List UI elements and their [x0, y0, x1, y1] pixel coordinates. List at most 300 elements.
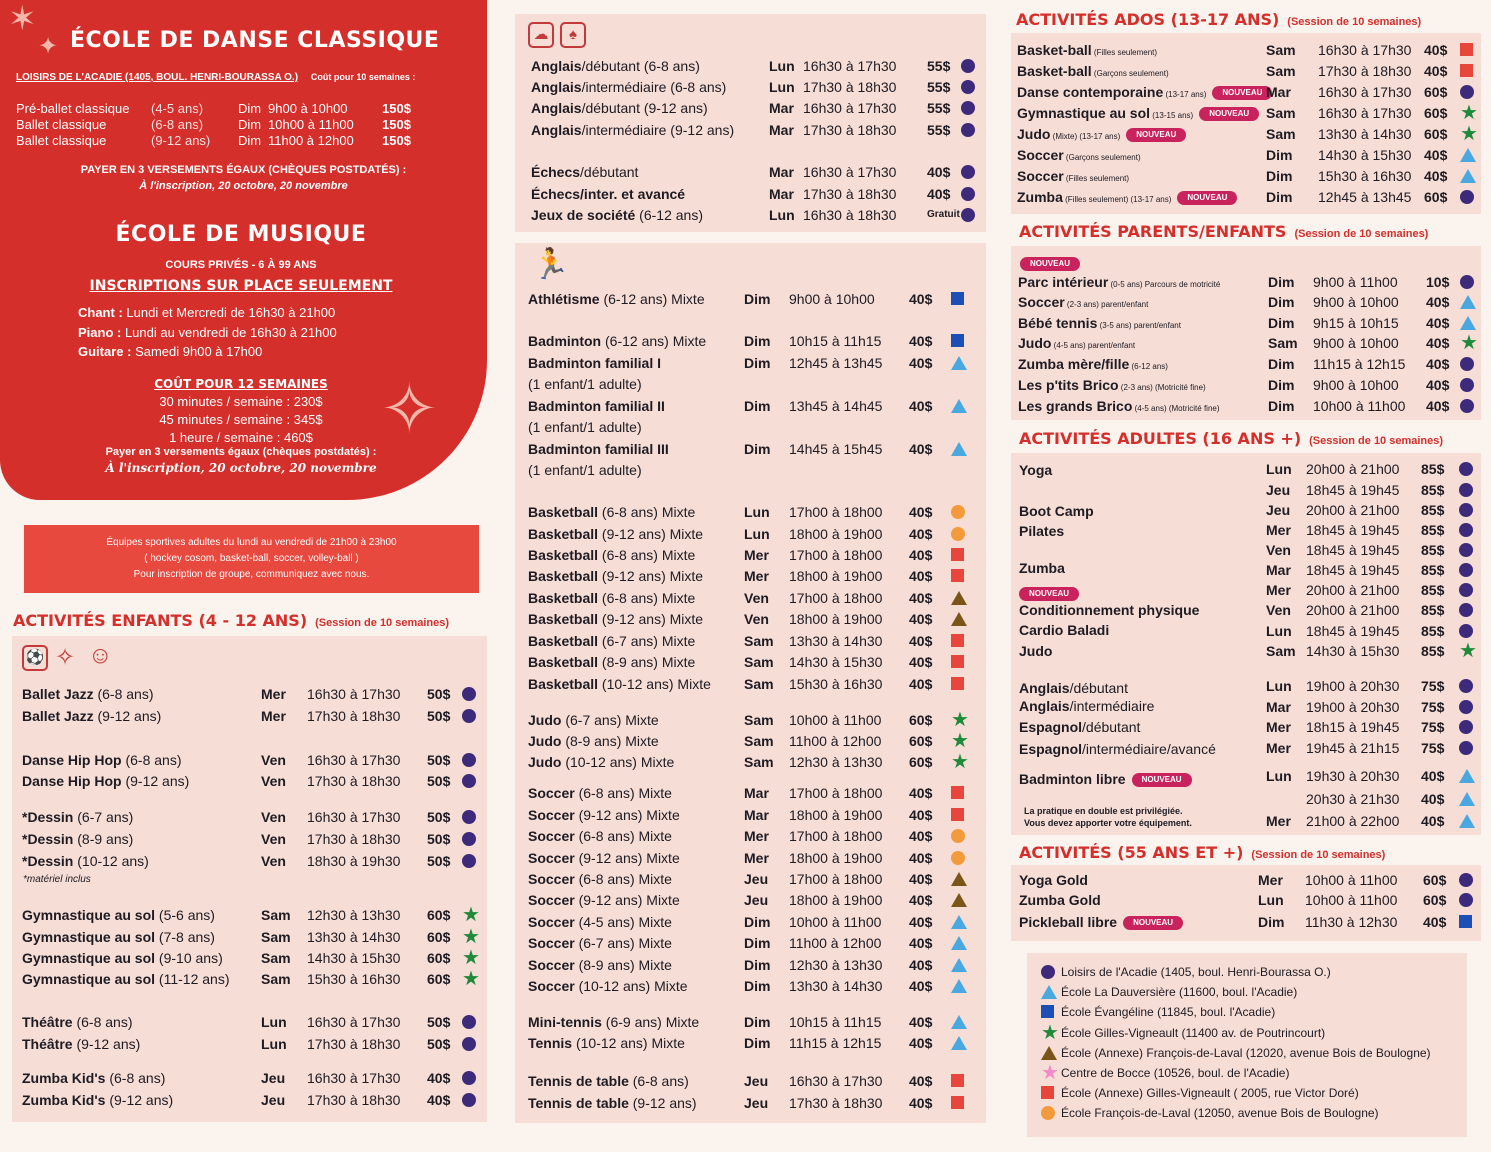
sports-row-name: [528, 752, 674, 772]
musique-line: [78, 344, 478, 364]
sports-row-title: Judo: [528, 754, 562, 770]
langues-row-name: [531, 205, 703, 225]
sparkle-icon: ✦: [38, 33, 59, 60]
langues-row-time: 16h30 à 17h30: [803, 164, 897, 180]
sports-row: [528, 783, 973, 803]
sports-row-title: Basketball: [528, 547, 599, 563]
enfants-row-age: (10-12 ans): [73, 853, 149, 869]
enfants-row-day: Ven: [261, 752, 286, 768]
adultes-name-title: Zumba: [1019, 560, 1065, 576]
adultes-slot-row: [1266, 600, 1481, 620]
langues-row-time: 17h30 à 18h30: [803, 122, 897, 138]
ados-row-time: 15h30 à 16h30: [1318, 168, 1412, 184]
sports-row-title: Basketball: [528, 611, 599, 627]
nouveau-badge: NOUVEAU: [1199, 107, 1259, 121]
sports-row: [528, 1071, 973, 1091]
langues-row-name: [531, 120, 734, 140]
adultes-slot-time: 19h00 à 20h30: [1306, 699, 1400, 715]
enfants-header: [13, 611, 449, 630]
enfants-row-day: Ven: [261, 831, 286, 847]
sports-row-time: 16h30 à 17h30: [789, 1073, 883, 1089]
location-circle-icon: [462, 1093, 476, 1107]
location-circle-icon: [961, 123, 975, 137]
ados-row-day: Sam: [1266, 105, 1296, 121]
sparkle-icon: ✶: [8, 0, 37, 38]
sports-row-age: (6-8 ans) Mixte: [574, 828, 672, 844]
sports-row-name: [528, 674, 711, 694]
sports-row-day: Dim: [744, 978, 771, 994]
sports-row-title: Judo: [528, 733, 562, 749]
sports-row-time: 12h45 à 13h45: [789, 355, 883, 371]
sports-row-title: Soccer: [528, 978, 575, 994]
danse-class-time: 10h00 à 11h00: [268, 117, 354, 132]
enfants-row: [22, 684, 477, 704]
adultes-name: [1019, 739, 1216, 759]
enfants-row-age: (6-8 ans): [121, 752, 182, 768]
sports-row-time: 13h30 à 14h30: [789, 633, 883, 649]
sports-row-age: (6-8 ans) Mixte: [598, 504, 696, 520]
location-circle-icon: [462, 774, 476, 788]
enfants-row-price: 60$: [427, 907, 451, 923]
langues-row-age: (6-8 ans): [666, 79, 727, 95]
location-red-square-icon: [951, 569, 964, 582]
runner-icon: 🏃: [532, 248, 570, 281]
location-triangle-icon: [951, 915, 967, 929]
location-circle-icon: [1459, 543, 1473, 557]
sports-row-name: [528, 826, 672, 846]
sports-row-name: [528, 731, 659, 751]
danse-class-day: Dim: [238, 101, 262, 116]
sports-row-price: 40$: [909, 547, 933, 563]
adultes-slot-day: Mer: [1266, 740, 1291, 756]
adultes-slot-day: Mar: [1266, 699, 1291, 715]
adultes-name-row: [1019, 600, 1279, 620]
adultes-name-title: Anglais: [1019, 698, 1070, 714]
location-star-icon: ★: [951, 730, 969, 752]
sports-row-title: Soccer: [528, 871, 575, 887]
sports-row-title: Tennis de table: [528, 1095, 629, 1111]
sports-row-day: Mar: [744, 807, 769, 823]
adultes-slot-time: 18h45 à 19h45: [1306, 482, 1400, 498]
adultes-slot-price: 40$: [1421, 768, 1445, 784]
adultes-slot-time: 21h00 à 22h00: [1306, 813, 1400, 829]
enfants-row-age: (9-12 ans): [72, 1036, 141, 1052]
adultes-slot-price: 85$: [1421, 582, 1445, 598]
sports-row-price: 60$: [909, 733, 933, 749]
sports-row-price: 40$: [909, 333, 933, 349]
adultes-slot-row: [1266, 480, 1481, 500]
sports-row-age: (10-12 ans) Mixte: [572, 1035, 685, 1051]
enfants-row-age: (9-12 ans): [105, 1092, 174, 1108]
adultes-slot-time: 20h00 à 21h00: [1306, 582, 1400, 598]
langues-row-title: Échecs/inter. et avancé: [531, 186, 686, 202]
langues-row-time: 16h30 à 17h30: [803, 100, 897, 116]
location-circle-icon: [1460, 275, 1474, 289]
danse-class-row: [16, 133, 436, 149]
equipes-line-1: Équipes sportives adultes du lundi au vendredi de 21h00 à 23h00: [106, 537, 397, 548]
location-triangle-icon: [1460, 148, 1476, 162]
adultes-slot-row: [1266, 560, 1481, 580]
sports-row-time: 17h00 à 18h00: [789, 504, 883, 520]
enfants-row-name: [22, 684, 154, 704]
enfants-title: ACTIVITÉS ENFANTS (4 - 12 ANS): [13, 611, 308, 630]
langues-row-title: Jeux de société: [531, 207, 636, 223]
sports-row: [528, 933, 973, 953]
location-star-icon: ★: [462, 947, 480, 969]
parents-row-name: [1018, 396, 1220, 419]
location-square-icon: [951, 334, 964, 347]
sports-row-price: 40$: [909, 914, 933, 930]
enfants-row-name: [22, 1034, 140, 1054]
enfants-row: [22, 904, 480, 926]
adultes-slot-price: 75$: [1421, 699, 1445, 715]
ados-row-name: [1017, 145, 1141, 168]
location-circle-icon: [462, 810, 476, 824]
adultes-slot-time: 20h00 à 21h00: [1306, 602, 1400, 618]
enfants-note: *matériel inclus: [23, 874, 91, 885]
enfants-row-name: [22, 771, 189, 791]
nouveau-badge: NOUVEAU: [1020, 257, 1080, 271]
sports-row-name: [528, 289, 705, 309]
ados-row-day: Dim: [1266, 147, 1293, 163]
adultes-slot-day: Mer: [1266, 719, 1291, 735]
sports-row-price: 40$: [909, 568, 933, 584]
sports-row-time: 18h00 à 19h00: [789, 850, 883, 866]
sports-row-name: [528, 783, 672, 803]
enfants-row-title: *Dessin: [22, 831, 74, 847]
adultes-slot-row: [1266, 738, 1481, 758]
sports-row-age: (6-12 ans) Mixte: [599, 291, 705, 307]
location-square-icon: [1041, 1005, 1054, 1018]
location-circle-icon: [1041, 965, 1055, 979]
adultes-slot-day: Jeu: [1266, 482, 1291, 498]
parents-row-detail: (2-3 ans) parent/enfant: [1064, 300, 1149, 309]
parents-badge: [1014, 255, 1080, 273]
sports-row-title: Badminton familial II: [528, 398, 665, 414]
enfants-row-age: (6-8 ans): [93, 686, 154, 702]
location-circle-icon: [1459, 720, 1473, 734]
sports-row-day: Mar: [744, 785, 769, 801]
ados-row-detail: (Filles seulement): [1091, 48, 1158, 57]
danse-class-price: 150$: [382, 101, 411, 116]
location-circle-icon: [1459, 741, 1473, 755]
location-circle-icon: [1459, 483, 1473, 497]
sports-row-time: 11h15 à 12h15: [789, 1035, 882, 1051]
langues-row-day: Lun: [769, 58, 795, 74]
sports-row-title: Basketball: [528, 526, 599, 542]
musique-cost: 45 minutes / semaine : 345$: [159, 412, 323, 427]
langues-row-level: /débutant: [581, 100, 640, 116]
ados-row-detail: (Garçons seulement): [1091, 69, 1169, 78]
parents-row-name: [1018, 333, 1135, 356]
sports-row-name: [528, 588, 695, 608]
sports-row: [528, 1093, 973, 1113]
enfants-row-day: Sam: [261, 907, 291, 923]
adultes-slot-day: Jeu: [1266, 502, 1291, 518]
enfants-row-age: (9-12 ans): [93, 708, 162, 724]
parents-row-day: Dim: [1268, 377, 1295, 393]
sports-row-price: 40$: [909, 526, 933, 542]
star-outline-icon: ✧: [380, 370, 439, 448]
location-circle-icon: [1460, 85, 1474, 99]
location-triangle-icon: [951, 1036, 967, 1050]
location-orange-circle-icon: [951, 829, 965, 843]
sports-row-age: (10-12 ans) Mixte: [561, 754, 675, 770]
aines-session: (Session de 10 semaines): [1251, 849, 1386, 861]
adultes-slot-price: 85$: [1421, 502, 1445, 518]
sports-row: [528, 976, 973, 996]
parents-row-detail: (4-5 ans) (Motricité fine): [1132, 404, 1220, 413]
ados-row-price: 40$: [1424, 63, 1448, 79]
location-red-square-icon: [1041, 1086, 1054, 1099]
enfants-row: [22, 829, 477, 849]
adultes-name-row: [1019, 558, 1279, 578]
sports-row-title: Basketball: [528, 504, 599, 520]
adultes-slot-row: [1266, 811, 1481, 831]
aines-row-day: Mer: [1258, 872, 1283, 888]
sports-row: [528, 588, 973, 608]
parents-row-day: Sam: [1268, 335, 1298, 351]
adultes-slot-day: Mer: [1266, 522, 1291, 538]
enfants-row: [22, 771, 477, 791]
enfants-row-day: Jeu: [261, 1070, 286, 1086]
nouveau-badge: NOUVEAU: [1212, 86, 1272, 100]
musique-inscriptions: INSCRIPTIONS SUR PLACE SEULEMENT: [89, 278, 393, 294]
sports-row-name: [528, 890, 680, 910]
langues-row-time: 17h30 à 18h30: [803, 79, 897, 95]
equipes-banner: [24, 525, 479, 593]
langues-row: [531, 77, 976, 97]
enfants-row-price: 60$: [427, 929, 451, 945]
sports-row-name: [528, 912, 672, 932]
sports-row-age: (6-8 ans) Mixte: [574, 871, 672, 887]
musique-line-text: Samedi 9h00 à 17h00: [131, 344, 263, 359]
enfants-row-time: 16h30 à 17h30: [307, 809, 401, 825]
legend-item: [1041, 1044, 1431, 1062]
adultes-slot-time: 18h45 à 19h45: [1306, 623, 1400, 639]
location-circle-icon: [961, 187, 975, 201]
adultes-slot-price: 85$: [1421, 522, 1445, 538]
aines-row-title: Yoga Gold: [1019, 872, 1088, 888]
parents-session: (Session de 10 semaines): [1294, 228, 1429, 240]
ados-row-price: 60$: [1424, 126, 1448, 142]
legend-item: [1041, 1003, 1275, 1021]
aines-row: [1019, 912, 1479, 932]
sports-row-time: 10h00 à 11h00: [789, 712, 882, 728]
langues-row: [531, 98, 976, 118]
enfants-row-name: [22, 1012, 133, 1032]
sports-row: [528, 417, 973, 437]
ados-row-time: 17h30 à 18h30: [1318, 63, 1412, 79]
langues-row-level: /intermédiaire: [581, 79, 667, 95]
langues-row-age: (6-12 ans): [635, 207, 703, 223]
enfants-row: [22, 706, 477, 726]
musique-line-label: Chant :: [78, 305, 123, 320]
langues-row-age: (9-12 ans): [639, 100, 708, 116]
sports-row-age: (6-8 ans) Mixte: [574, 785, 672, 801]
langues-row-name: [531, 77, 726, 97]
parents-row-time: 11h15 à 12h15: [1313, 356, 1406, 372]
sports-row-time: 10h15 à 11h15: [789, 333, 882, 349]
sports-row: [528, 805, 973, 825]
sports-row-price: 40$: [909, 676, 933, 692]
langues-row-name: [531, 56, 700, 76]
musique-cost: 1 heure / semaine : 460$: [169, 430, 313, 445]
langues-row-level: /débutant: [581, 58, 640, 74]
adultes-name-row: [1019, 620, 1279, 640]
sports-row-day: Lun: [744, 504, 770, 520]
location-circle-icon: [961, 165, 975, 179]
parents-row-price: 40$: [1426, 294, 1450, 310]
parents-row-time: 9h00 à 11h00: [1313, 274, 1398, 290]
location-circle-icon: [462, 832, 476, 846]
location-star-icon: ★: [462, 968, 480, 990]
ados-row-time: 16h30 à 17h30: [1318, 42, 1412, 58]
sports-row: [528, 609, 973, 629]
location-circle-icon: [1459, 583, 1473, 597]
sports-row-age: (4-5 ans) Mixte: [574, 914, 672, 930]
parents-row-detail: (6-12 ans): [1129, 362, 1168, 371]
parents-row-time: 9h00 à 10h00: [1313, 294, 1399, 310]
adultes-slot-price: 85$: [1421, 602, 1445, 618]
sports-row: [528, 631, 973, 651]
parents-row-price: 10$: [1426, 274, 1450, 290]
enfants-row-day: Mer: [261, 708, 286, 724]
ados-row-name: [1017, 61, 1169, 84]
adultes-name-row: [1019, 501, 1279, 521]
location-circle-icon: [1460, 190, 1474, 204]
adultes-slot-day: Lun: [1266, 678, 1292, 694]
aines-row-name: [1019, 912, 1183, 932]
sports-row-day: Dim: [744, 441, 771, 457]
sports-row-price: 40$: [909, 1035, 933, 1051]
ados-row: [1017, 103, 1477, 123]
sports-row-price: 40$: [909, 1073, 933, 1089]
enfants-row-name: [22, 948, 223, 968]
parents-row-price: 40$: [1426, 335, 1450, 351]
adultes-slot-time: 14h30 à 15h30: [1306, 643, 1400, 659]
location-triangle-icon: [951, 958, 967, 972]
ados-row-price: 60$: [1424, 189, 1448, 205]
danse-class-name: Ballet classique: [16, 117, 107, 132]
nouveau-badge: NOUVEAU: [1132, 773, 1192, 787]
enfants-row-time: 16h30 à 17h30: [307, 1014, 401, 1030]
parents-row: [1018, 375, 1478, 395]
langues-row: [531, 184, 976, 204]
sports-row-price: 40$: [909, 590, 933, 606]
location-red-square-icon: [951, 808, 964, 821]
ados-row-title: Soccer: [1017, 147, 1064, 163]
enfants-row-price: 50$: [427, 752, 451, 768]
langues-row-day: Lun: [769, 207, 795, 223]
sports-row-day: Mer: [744, 828, 769, 844]
ados-row-name: [1017, 124, 1186, 147]
enfants-row-price: 50$: [427, 1014, 451, 1030]
sports-row-title: Basketball: [528, 654, 599, 670]
sports-row-age: (8-9 ans) Mixte: [574, 957, 672, 973]
sports-row-title: Athlétisme: [528, 291, 600, 307]
ados-row-day: Dim: [1266, 189, 1293, 205]
ados-row-title: Basket-ball: [1017, 42, 1092, 58]
sports-row: [528, 502, 973, 522]
nouveau-badge: NOUVEAU: [1126, 128, 1186, 142]
adultes-note-1: La pratique en double est privilégiée.: [1024, 806, 1183, 816]
enfants-row-name: [22, 927, 215, 947]
location-circle-icon: [1459, 462, 1473, 476]
sports-row: [528, 566, 973, 586]
musique-title: ÉCOLE DE MUSIQUE: [115, 222, 367, 247]
adultes-slot-time: 19h00 à 20h30: [1306, 678, 1400, 694]
enfants-row-title: Gymnastique au sol: [22, 907, 156, 923]
adultes-slot-time: 18h45 à 19h45: [1306, 562, 1400, 578]
sports-row: [528, 289, 973, 309]
langues-row-age: (6-8 ans): [639, 58, 700, 74]
langues-row-name: [531, 98, 708, 118]
sports-row-day: Sam: [744, 633, 774, 649]
sports-row-time: 11h00 à 12h00: [789, 935, 882, 951]
adultes-name-title: Yoga: [1019, 462, 1053, 478]
danse-payment-dates: À l'inscription, 20 octobre, 20 novembre: [139, 180, 348, 192]
langues-row: [531, 120, 976, 140]
adultes-name-title: Boot Camp: [1019, 503, 1094, 519]
location-red-square-icon: [951, 1096, 964, 1109]
location-orange-circle-icon: [1041, 1106, 1055, 1120]
ados-row-price: 60$: [1424, 105, 1448, 121]
sports-row-name: [528, 609, 703, 629]
location-circle-icon: [462, 1071, 476, 1085]
sports-row-time: 18h00 à 19h00: [789, 807, 883, 823]
sports-row-name: [528, 1033, 685, 1053]
nouveau-badge: NOUVEAU: [1123, 916, 1183, 930]
sports-row-day: Ven: [744, 611, 769, 627]
enfants-row-price: 40$: [427, 1092, 451, 1108]
ados-row-detail: (13-15 ans): [1150, 111, 1194, 120]
sports-row-day: Mer: [744, 547, 769, 563]
parents-row-title: Zumba mère/fille: [1018, 356, 1130, 372]
legend-text: École La Dauversière (11600, boul. l'Acadie): [1061, 985, 1298, 1000]
sports-row: [528, 752, 973, 772]
location-triangle-icon: [951, 442, 967, 456]
sports-row-name: [528, 353, 661, 373]
musique-payment: Payer en 3 versements égaux (chèques postdatés) :: [105, 446, 377, 458]
ados-row-detail: (Filles seulement) (13-17 ans): [1062, 195, 1172, 204]
sports-row: [528, 374, 973, 394]
langues-row-price: 55$: [927, 58, 951, 74]
enfants-row-title: Danse Hip Hop: [22, 752, 122, 768]
musique-payment-dates: À l'inscription, 20 octobre, 20 novembre: [105, 461, 377, 475]
sports-row-day: Jeu: [744, 1073, 769, 1089]
enfants-row-day: Lun: [261, 1014, 287, 1030]
parents-row: [1018, 354, 1478, 374]
sports-row-price: 40$: [909, 441, 933, 457]
location-orange-circle-icon: [951, 851, 965, 865]
ados-row-name: [1017, 40, 1157, 63]
location-orange-circle-icon: [951, 527, 965, 541]
sports-row-time: 17h00 à 18h00: [789, 828, 883, 844]
enfants-row: [22, 750, 477, 770]
adultes-slot-time: 20h30 à 21h30: [1306, 791, 1400, 807]
enfants-row-time: 18h30 à 19h30: [307, 853, 401, 869]
sports-row-time: 12h30 à 13h30: [789, 754, 883, 770]
sports-row-age: (6-7 ans) Mixte: [598, 633, 696, 649]
nouveau-badge: NOUVEAU: [1177, 191, 1237, 205]
sports-row-title: Mini-tennis: [528, 1014, 602, 1030]
location-triangle-icon: [1460, 316, 1476, 330]
adultes-slot-day: Mer: [1266, 813, 1291, 829]
sports-row-age: (6-12 ans) Mixte: [601, 333, 707, 349]
adultes-slot-row: [1266, 676, 1481, 696]
ados-row-day: Dim: [1266, 168, 1293, 184]
